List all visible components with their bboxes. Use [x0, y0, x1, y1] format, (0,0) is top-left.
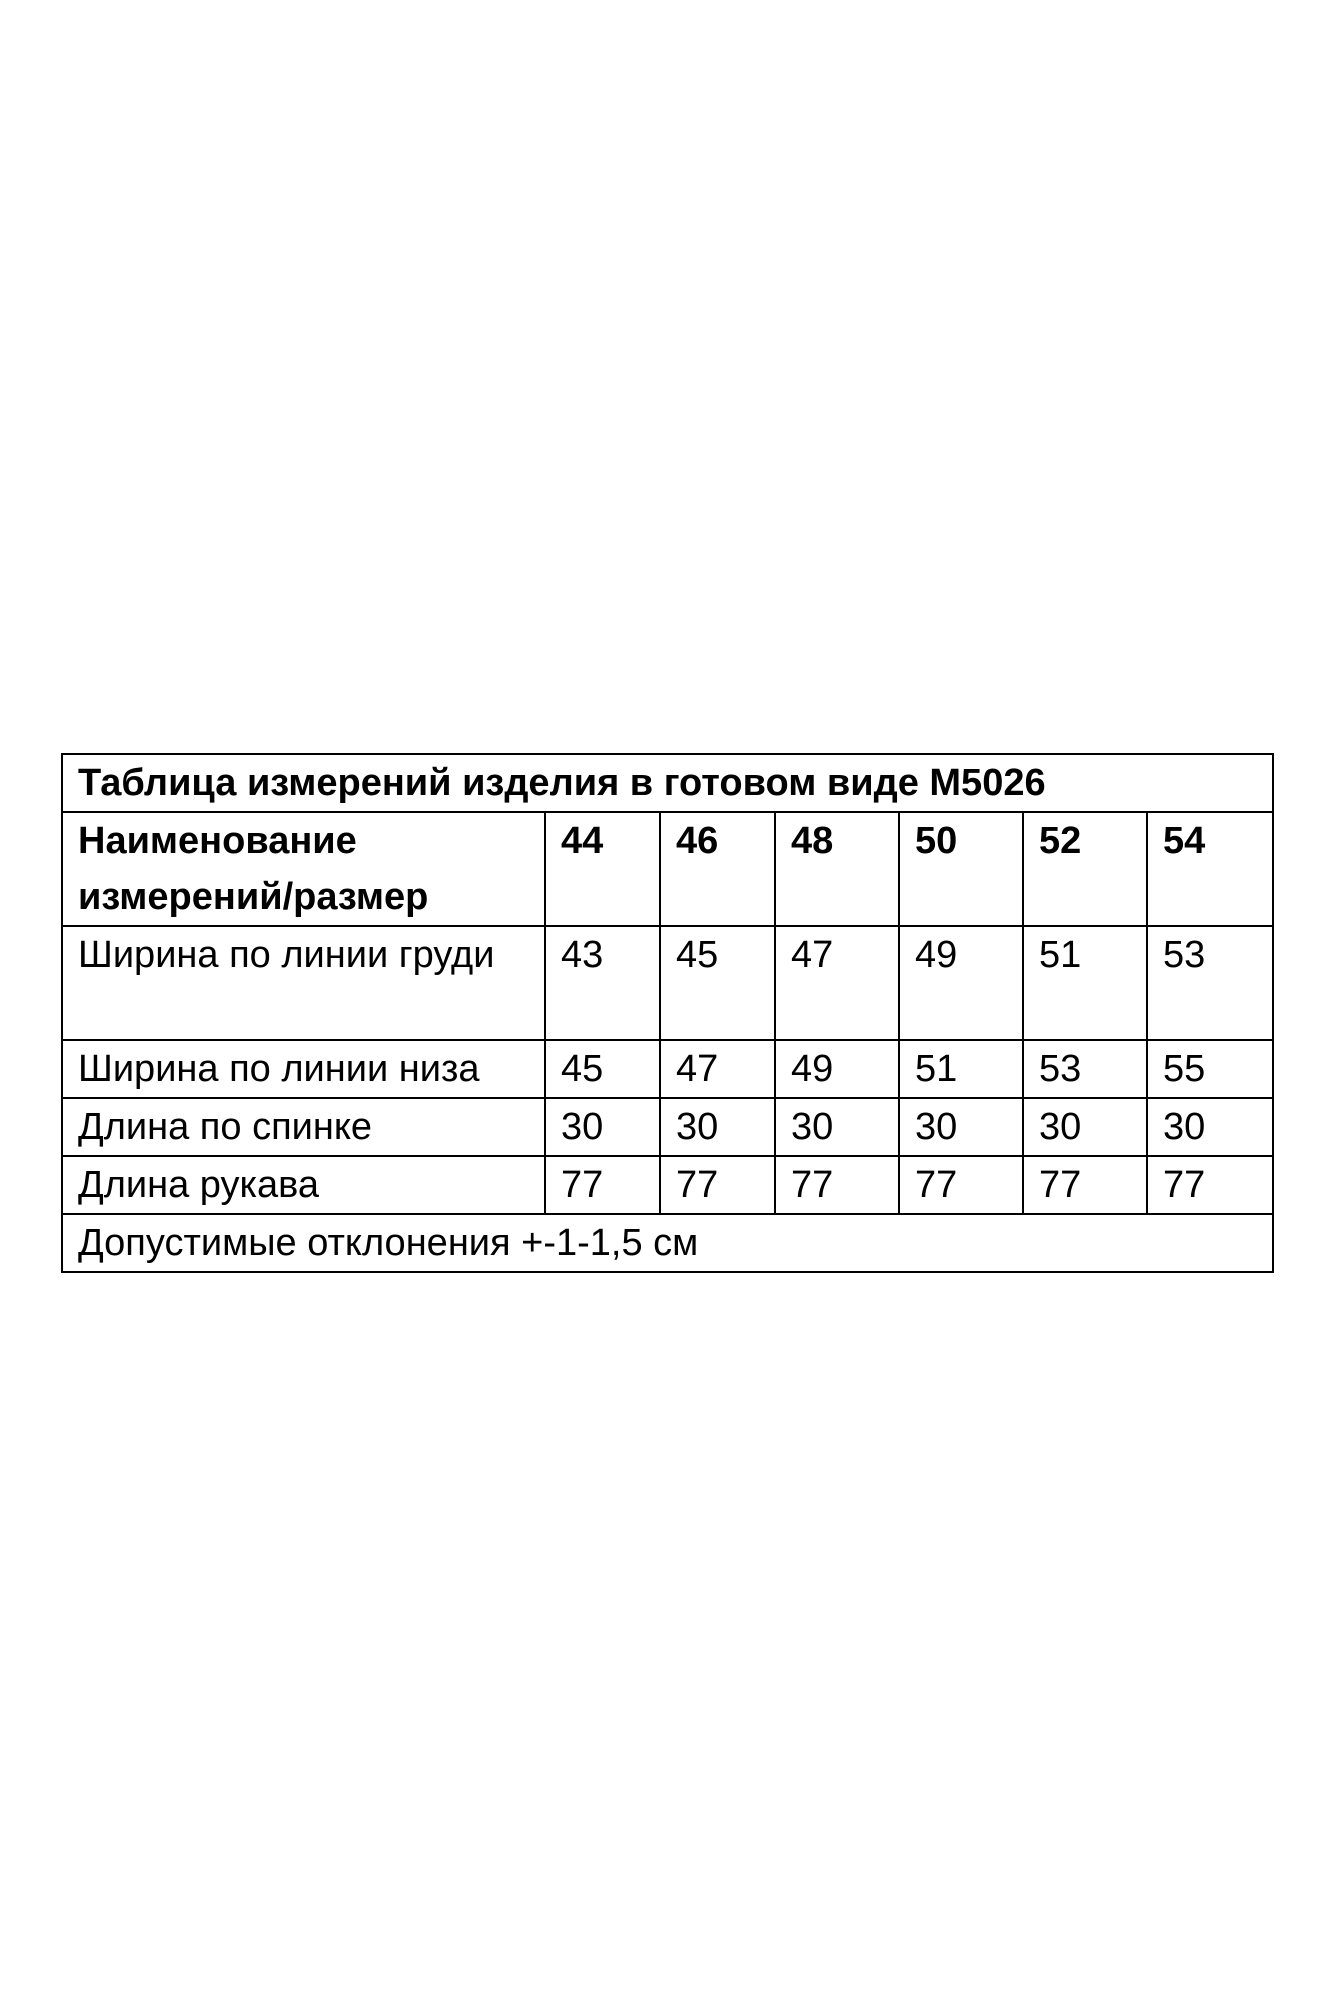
table-row: [62, 1098, 1273, 1156]
row-label: Ширина по линии низа: [62, 1040, 545, 1098]
table-cell: 47: [775, 926, 899, 1040]
table-row: [62, 1040, 1273, 1098]
table-cell: 55: [1147, 1040, 1273, 1098]
row-label: Длина рукава: [62, 1156, 545, 1214]
size-header: 48: [775, 812, 899, 926]
table-cell: 30: [660, 1098, 775, 1156]
table-cell: 30: [1147, 1098, 1273, 1156]
measurement-table: [61, 753, 1274, 1273]
table-cell: 49: [899, 926, 1023, 1040]
table-cell: 53: [1023, 1040, 1147, 1098]
table-cell: 51: [1023, 926, 1147, 1040]
table-cell: 30: [545, 1098, 660, 1156]
size-header: 50: [899, 812, 1023, 926]
table-title: Таблица измерений изделия в готовом виде М5026: [62, 754, 1273, 812]
table-cell: 30: [775, 1098, 899, 1156]
size-header: 54: [1147, 812, 1273, 926]
table-footer-row: [62, 1214, 1273, 1272]
table-cell: 45: [660, 926, 775, 1040]
header-label: Наименование измерений/размер: [62, 812, 545, 926]
table-cell: 77: [899, 1156, 1023, 1214]
table-cell: 45: [545, 1040, 660, 1098]
table-cell: 30: [899, 1098, 1023, 1156]
table-cell: 30: [1023, 1098, 1147, 1156]
row-label: Длина по спинке: [62, 1098, 545, 1156]
size-header: 44: [545, 812, 660, 926]
table-cell: 77: [775, 1156, 899, 1214]
table-row: [62, 1156, 1273, 1214]
tolerance-note: Допустимые отклонения +-1-1,5 см: [62, 1214, 1273, 1272]
size-header: 52: [1023, 812, 1147, 926]
table-title-row: [62, 754, 1273, 812]
table-cell: 49: [775, 1040, 899, 1098]
table-cell: 77: [660, 1156, 775, 1214]
table-header-row: [62, 812, 1273, 926]
size-header: 46: [660, 812, 775, 926]
table-cell: 77: [545, 1156, 660, 1214]
table-cell: 43: [545, 926, 660, 1040]
table-cell: 53: [1147, 926, 1273, 1040]
table-cell: 47: [660, 1040, 775, 1098]
table-cell: 77: [1147, 1156, 1273, 1214]
table-cell: 51: [899, 1040, 1023, 1098]
table-row: [62, 926, 1273, 1040]
row-label: Ширина по линии груди: [62, 926, 545, 1040]
table-cell: 77: [1023, 1156, 1147, 1214]
